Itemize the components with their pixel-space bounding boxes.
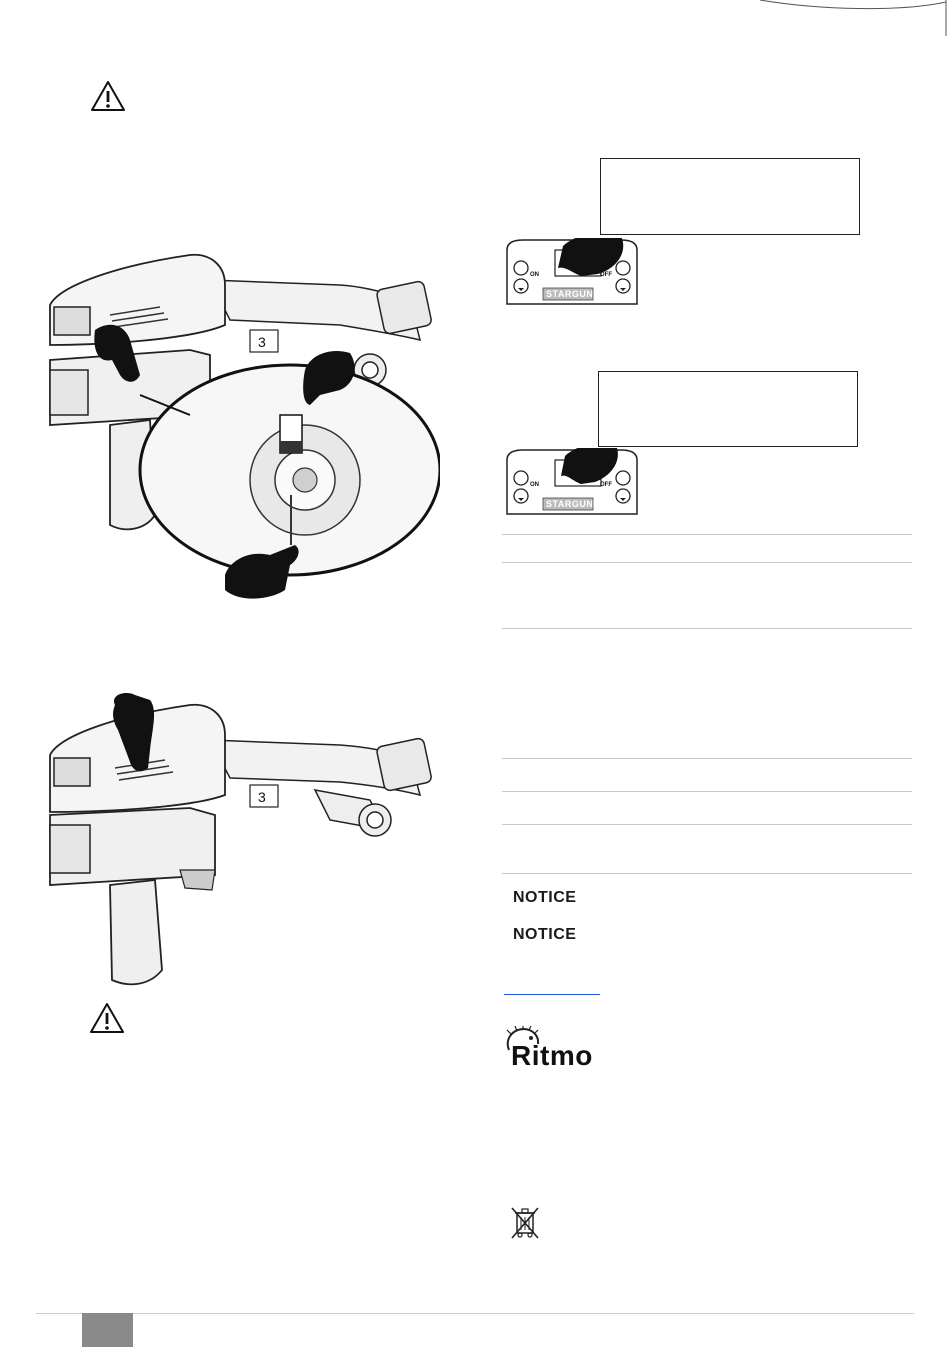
panel-off-label-2: OFF xyxy=(600,482,612,488)
table-rule xyxy=(502,824,912,825)
table-rule xyxy=(502,628,912,629)
panel-on-label: ON xyxy=(530,272,539,278)
panel-off-label: OFF xyxy=(600,272,612,278)
instruction-callout-box-1 xyxy=(600,158,860,235)
warning-triangle-icon xyxy=(90,80,126,112)
notice-label-2: NOTICE xyxy=(513,926,577,943)
table-rule xyxy=(502,562,912,563)
page-number-tab xyxy=(82,1313,133,1347)
ritmo-logo-text: Ritmo xyxy=(511,1040,593,1071)
svg-text:3: 3 xyxy=(258,334,266,350)
instruction-callout-box-2 xyxy=(598,371,858,447)
table-rule xyxy=(502,758,912,759)
warning-triangle-icon xyxy=(89,1002,125,1034)
table-rule xyxy=(502,534,912,535)
table-rule xyxy=(502,873,912,874)
hyperlink-underline[interactable] xyxy=(504,994,600,995)
crossed-out-bin-icon xyxy=(509,1205,541,1241)
heat-gun-illustration-brush-replacement xyxy=(40,245,440,605)
panel-on-label-2: ON xyxy=(530,482,539,488)
table-rule xyxy=(502,791,912,792)
heat-gun-illustration-top-cover xyxy=(40,690,440,990)
panel-brand-label: STARGUN xyxy=(546,289,594,299)
svg-text:3: 3 xyxy=(258,789,266,805)
corner-mark xyxy=(760,0,950,40)
footer-rule xyxy=(36,1313,914,1314)
panel-brand-label-2: STARGUN xyxy=(546,499,594,509)
notice-label-1: NOTICE xyxy=(513,889,577,906)
